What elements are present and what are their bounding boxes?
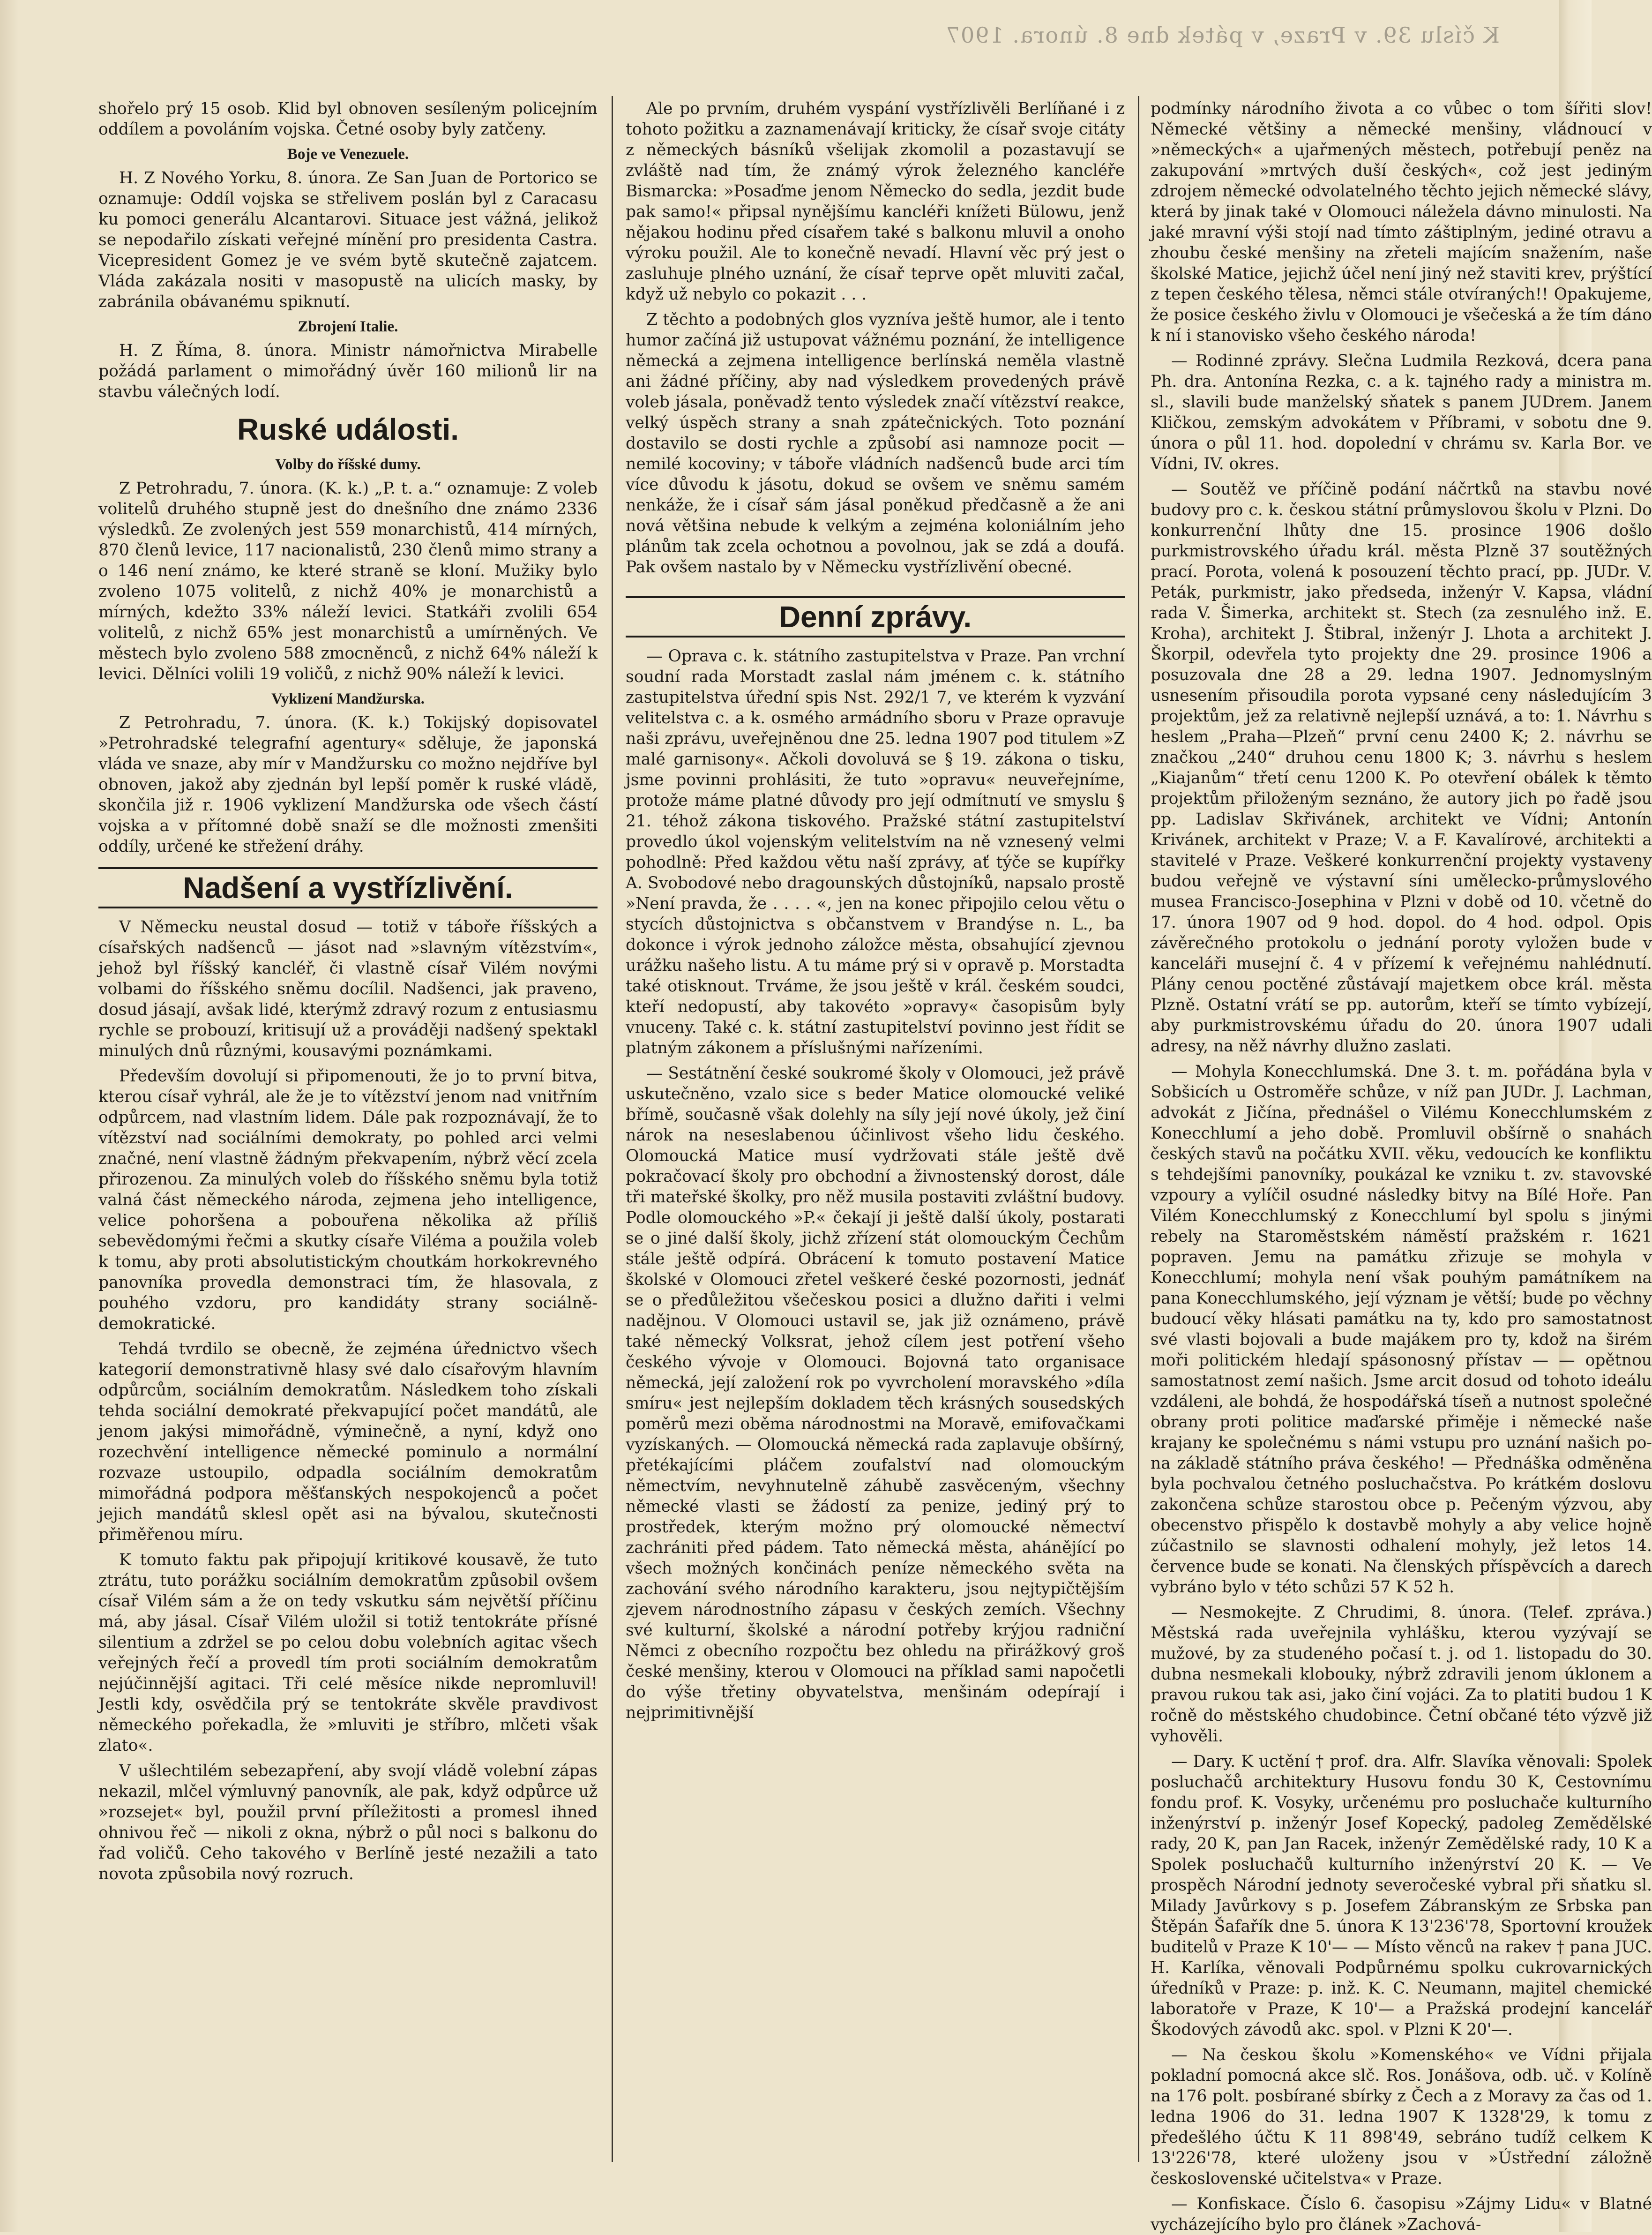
paragraph: — Dary. K uctění † prof. dra. Alfr. Slavíka věnovali: Spolek posluchačů architektury Husovu fondu 30 K, Cestovnímu fondu prof. K. Vosyky, určenému pro posluchače kulturního inženýrství p. inženýr Josef Kopecký, padoleg Zemědělské rady, 20 K, pan Jan Racek, inženýr Zemědělské rady, 10 K a Spolek posluchačů kulturního inženýrství 20 K. — Ve prospěch Národní jednoty severočeské vybral při sňatku sl. Milady Javůrkovy s p. Josefem Zábranským ze Srbska pan Štěpán Šafařík dne 5. února K 13'236'78, Sportovní kroužek buditelů v Praze K 10'— — Místo věnců na rakev † pana JUC. H. Karlíka, věnovali Podpůrnému spolku cukrovarnických úředníků v Praze: p. inž. K. C. Neumann, majitel chemické laboratoře v Praze, K 10'— a Pražská prodejní kancelář Škodových závodů akc. spol. v Plzni K 20'—. xyxy=(1151,1752,1652,2039)
column-rule xyxy=(1138,96,1139,2162)
subheading: Volby do říšské dumy. xyxy=(275,456,421,473)
paragraph: shořelo prý 15 osob. Klid byl obnoven sesíleným policejním oddílem a povoláním vojska. Četné osoby byly zatčeny. xyxy=(98,99,598,139)
paragraph: Ale po prvním, druhém vyspání vystřízlivěli Berlíňané i z tohoto požitku a zaznamenávají kriticky, že císař svoje citáty z německých básníků všelijak zkomolil a pozastavují se zvláště nad tím, že známý výrok železného kancléře Bismarcka: »Posaďme jenom Německo do sedla, jezdit bude pak samo!« připsal nynějšímu kancléři knížeti Bülowu, jenž nějakou hodinu před císařem také s balkonu mluvil a onoho výroku použil. Ale to konečně nevadí. Hlavní věc prý jest o zasluhuje plného uznání, že císař teprve opět mluviti začal, když už nebylo co pokazit . . . xyxy=(626,99,1125,304)
paragraph: H. Z Říma, 8. února. Ministr námořnictva Mirabelle požádá parlament o mimořádný úvěr 160 milionů lir na stavbu válečných lodí. xyxy=(98,341,598,401)
paragraph: — Na českou školu »Komenského« ve Vídni přijala pokladní pomocná akce slč. Ros. Jonášova, odb. uč. v Kolíně na 176 polt. posbírané sbírky z Čech a z Moravy za čas od 1. ledna 1906 do 31. ledna 1907 K 1328'29, k tomu z předešlého účtu K 11 898'49, sebráno tudíž celkem K 13'226'78, které uloženy jsou v »Ústřední záložně československé učitelstva« v Praze. xyxy=(1151,2046,1652,2188)
paragraph: — Mohyla Konecchlumská. Dne 3. t. m. pořádána byla v Sobšicích u Ostroměře schůze, v níž pan JUDr. J. Lachman, advokát z Jičína, přednášel o Vilému Konecchlumském z Konecchlumí a jeho době. Promluvil obšírně o snahách českých stavů na počátku XVII. věku, vedoucích ke konfliktu s tehdejšími panovníky, poukázal ke vzniku t. zv. stavovské vzpoury a vylíčil osudné následky bitvy na Bílé Hoře. Pan Vilém Konecchlumský z Konecchlumí byl spolu s jinými rebely na Staroměstském náměstí pražském r. 1621 popraven. Jemu na památku zřizuje se mohyla v Konecchlumí; mohyla není však pouhým památníkem na pana Konecchlumského, její význam je větší; bude po věchny budoucí věky hlásati památku na ty, kdo pro samostatnost své vlasti bojovali a bude majákem pro ty, kdož na širém moři politickém hledají spásonosný přístav — — opětnou samostatnost zemí našich. Jsme arcit dosud od tohoto ideálu vzdáleni, ale bohdá, že hospodářská tíseň a nutnost společné obrany proti politice maďarské přiměje i německé naše krajany ke společnému s námi vstupu pro uznání našich po- na základě státního práva českého! — Přednáška odměněna byla pochvalou četného posluchačstva. Po krátkém doslovu zakončena schůze starostou obce p. Pečeným výzvou, aby obecenstvo přispělo k dostavbě mohyly a aby velice hojně zúčastnilo se slavnosti odhalení mohyly, jež letos 14. července bude se konati. Na členských příspěvcích a darech vybráno bylo v této schůzi 57 K 52 h. xyxy=(1151,1062,1652,1597)
paragraph: H. Z Nového Yorku, 8. února. Ze San Juan de Portorico se oznamuje: Oddíl vojska se střelivem poslán byl z Caracasu ku pomoci generálu Alcantarovi. Situace jest vážná, jelikož se nepodařilo získati veřejné mínění pro presidenta Castra. Vicepresident Gomez je ve svém bytě skutečně zajatcem. Vláda zakázala nositi v masopustě na ulicích masky, by zabránila obávanému spiknutí. xyxy=(98,169,598,311)
paragraph: Tehdá tvrdilo se obecně, že zejména úřednictvo všech kategorií demonstrativně hlasy své dalo císařovým hlavním odpůrcům, sociálním demokratům. Následkem toho získali tehda sociální demokraté překvapující počet mandátů, ale jenom jakýsi mimořádně, výminečně, a nyní, když ono rozechvění intelligence německé pominulo a normální rozvaze ustoupilo, odpadla sociálním demokratům mimořádná podpora měšťanských nespokojenců a počet jejich mandátů sklesl opět asi na bývalou, skutečnosti přiměřenou míru. xyxy=(98,1340,598,1544)
paragraph: — Oprava c. k. státního zastupitelstva v Praze. Pan vrchní soudní rada Morstadt zaslal nám jménem c. k. státního zastupitelstva úřední spis Nst. 292/1 7, ve kterém k vyzvání velitelstva c. a k. osmého armádního sboru v Praze opravuje naši zprávu, uveřejněnou dne 25. ledna 1907 pod titulem »Z malé garnisony«. Ačkoli dovoluvá se § 19. zákona o tisku, jsme povinni prohlásiti, že tuto »opravu« neuveřejníme, protože máme platné důvody pro její odmítnutí ve smyslu § 21. téhož zákona tiskového. Pražské státní zastupitelství provedlo úkol vojenským velitelstvím na ně vznesený velmi pohodlně: Před každou větu naší zprávy, ať týče se kupířky A. Svobodové nebo dragounských důstojníků, napsalo prostě »Není pravda, že . . . . «, jen na konec připojilo celou větu o stycích důstojnictva s občanstvem v Brandýse n. L., ba dokonce i výrok jednoho záložce města, obsahující zjevnou urážku našeho listu. A tu máme prý si v opravě p. Morstadta také otisknout. Trváme, že jsou ještě v král. českém soudci, kteří nedopustí, aby takovéto »opravy« časopisům byly vnuceny. Také c. k. státní zastupitelství povinno jest řídit se platným zákonem a příslušnými nařízeními. xyxy=(626,647,1125,1058)
column-2 xyxy=(626,98,1125,2162)
paragraph: Především dovolují si připomenouti, že jo to první bitva, kterou císař vyhrál, ale že je to vítězství jenom nad vnitřním odpůrcem, nad vlastním lidem. Dále pak rozpoznávají, že to vítězství nad sociálními demokraty, po pohled arci velmi značné, není vlastně žádným překvapením, nýbrž věcí zcela přirozenou. Za minulých voleb do říšského sněmu byla totiž valná část německého národa, zejmena jeho intelligence, velice pohoršena a pobouřena několika až příliš sebevědomými řečmi a skutky císaře Viléma a použila voleb k tomu, aby proti absolutistickým choutkám horkokrevného panovníka provedla demonstraci tím, že hlasovala, z pouhého vzdoru, pro kandidáty strany sociálně-demokratické. xyxy=(98,1067,598,1333)
running-head: K číslu 39. v Praze, v pátek dne 8. února. 1907 xyxy=(945,22,1500,48)
page-header xyxy=(122,9,1507,80)
paragraph: — Rodinné zprávy. Slečna Ludmila Rezková, dcera pana Ph. dra. Antonína Rezka, c. a k. tajného rady a ministra m. sl., slavili bude manželský sňatek s panem JUDrem. Janem Kličkou, zemským advokátem v Příbrami, v sobotu dne 9. února o půl 11. hod. dopolední v chrámu sv. Karla Bor. ve Vídni, IV. okres. xyxy=(1151,352,1652,473)
section-heading: Ruské události. xyxy=(237,412,459,446)
section-heading: Denní zprávy. xyxy=(626,596,1125,638)
column-rule xyxy=(612,96,613,2162)
paragraph: Z Petrohradu, 7. února. (K. k.) „P. t. a.“ oznamuje: Z voleb volitelů druhého stupně jest do dnešního dne známo 2336 výsledků. Ze zvolených jest 559 monarchistů, 414 mírných, 870 členů levice, 117 nacionalistů, 230 členů mimo strany a o 146 není známo, ke které straně se kloní. Mužiky bylo zvoleno 1075 volitelů, z nichž 40% je monarchistů a mírných, kdežto 33% náleží levici. Statkáři zvolili 654 volitelů, z nichž 65% jest monarchistů a umírněných. Ve městech bylo zvoleno 588 zmocněnců, z nichž 64% náleží k levici. Dělníci volili 19 voličů, z nichž 90% náleží k levici. xyxy=(98,479,598,683)
column-1 xyxy=(98,98,598,2162)
paragraph: podmínky národního života a co vůbec o tom šířiti slov! Německé většiny a německé menšiny, vládnoucí v »německých« a ujařmených městech, potřebují peněz na zakupování »mrtvých duší českých«, což jest jediným zdrojem německé odvolatelného těchto jejich německé slávy, která by jinak také v Olomouci náležela dávno minulosti. Na jaké mravní výši stojí nad tímto záštiplným, jediné otravu a zhoubu české menšiny na zřeteli majícím snažením, naše školské Matice, jejichž účel není jiný než staviti krev, prýštící z tepen českého tělesa, němci stále otvíraných!! Opakujeme, že posice českého živlu v Olomouci je všečeská a že tím dáno k ní i stanovisko všeho českého národa! xyxy=(1151,99,1652,345)
paragraph: — Sestátnění české soukromé školy v Olomouci, jež právě uskutečněno, vzalo sice s beder Matice olomoucké veliké břímě, současně však dolehly na síly její nové úkoly, jež činí nárok na neseslabenou účinlivost všeho lidu českého. Olomoucká Matice musí vydržovati stále ještě dvě pokračovací školy pro obchodní a živnostenský dorost, dále tři mateřské školky, pro něž musila postaviti zvláštní budovy. Podle olomouckého »P.« čekají ji ještě další úkoly, postarati se o jiné další školy, jichž zřízení stát olomouckým Čechům stále ještě odpírá. Obrácení k tomuto postavení Matice školské v Olomouci zřetel veškeré české pozornosti, jednáť se o předůležitou všečeskou posici a dlužno dařiti i velmi nadějnou. V Olomouci ustavil se, jak již oznámeno, právě také německý Volksrat, jehož cílem jest potření všeho českého vývoje v Olomouci. Bojovná tato organisace německá, její založení rok po vyvrcholení moravského »díla smíru« jest nejlepším dokladem těch krásných sousedských poměrů mezi oběma národnostmi na Moravě, emifovačkami vyzískaných. — Olomoucká německá rada zaplavuje obšírný, přetékajícími pláčem zoufalství nad olomouckým němectvím, nevyhnutelně záhubě zasvěceným, všechny německé vlasti se žádostí za penize, jediný prý to prostředek, kterým možno prý olomoucké němectví zachrániti před pádem. Tato německá města, ahánějící po všech možných končinách peníze německého světa na zachování svého národního karakteru, jsou nejtypičtějším zjevem národnostního zápasu v českých zemích. Všechny své kulturní, školské a národní potřeby krýjou radniční Němci z obecního rozpočtu bez ohledu na přirážkový groš české menšiny, kterou v Olomouci na příklad sami napočetli do výše třetiny obyvatelstva, menšinám odepírají i nejprimitivnější xyxy=(626,1064,1125,1722)
paragraph: V ušlechtilém sebezapření, aby svojí vládě volební zápas nekazil, mlčel výmluvný panovník, ale pak, když odpůrce už »rozsejet« byl, použil první příležitosti a promesl ihned ohnivou řeč — nikoli z okna, nýbrž o půl noci s balkonu do řad voličů. Ceho takového v Berlíně jesté nezažili a tato novota způsobila nový rozruch. xyxy=(98,1762,598,1883)
paragraph: — Nesmokejte. Z Chrudimi, 8. února. (Telef. zpráva.) Městská rada uveřejnila vyhlášku, kterou vyzývají se mužové, by za studeného počasí t. j. od 1. listopadu do 30. dubna nesmekali klobouky, nýbrž zdravili jenom úklonem a pravou rukou tak asi, jako činí vojáci. Za to platiti budou 1 K ročně do městského chudobince. Četní občané této výzvě již vyhověli. xyxy=(1151,1603,1652,1746)
paragraph: V Německu neustal dosud — totiž v táboře říšských a císařských nadšenců — jásot nad »slavným vítězstvím«, jehož byl říšský kancléř, či vlastně císař Vilém novými volbami do říšského sněmu docílil. Nadšenci, jak praveno, dosud jásají, avšak lidé, kterýmž zdravý rozum z entusiasmu rychle se probouzí, kritisují už a prováději nadšený spektakl minulých dnů různými, kousavými poznámkami. xyxy=(98,918,598,1060)
subheading: Vyklizení Mandžurska. xyxy=(271,690,425,707)
subheading: Zbrojení Italie. xyxy=(298,318,398,335)
paragraph: K tomuto faktu pak připojují kritikové kousavě, že tuto ztrátu, tuto porážku sociálním demokratům způsobil ovšem císař Vilém sám a že on tedy vskutku sám největší příčinu má, aby jásal. Císař Vilém uložil si totiž tentokráte přísné silentium a zdržel se po celou dobu volebních agitac všech veřejných řečí a provedl tím proti sociálním demokratům nejúčinnější agitaci. Tři celé měsíce nikde nepromluvil! Jestli kdy, osvědčila prý se tentokráte skvěle pravdivost německého pořekadla, že »mluviti je stříbro, mlčeti však zlato«. xyxy=(98,1551,598,1755)
paragraph: — Konfiskace. Číslo 6. časopisu »Zájmy Lidu« v Blatné vycházejícího bylo pro článek »Zachová- xyxy=(1151,2195,1652,2234)
scan-left-margin xyxy=(0,0,19,2232)
column-3 xyxy=(1151,98,1652,2234)
paragraph: — Soutěž ve příčině podání náčrtků na stavbu nové budovy pro c. k. českou státní průmyslovou školu v Plzni. Do konkurrenční lhůty dne 15. prosince 1906 došlo purkmistrovského úřadu král. města Plzně 37 soutěžných prací. Porota, volená k posouzení těchto prací, pp. JUDr. V. Peták, purkmistr, jako předseda, inženýr V. Kapsa, vládní rada V. Šimerka, architekt st. Stech (za zesnulého inž. E. Kroha), architekt J. Štibral, inženýr J. Lhota a architekt J. Škorpil, odevřela tyto projekty dne 29. prosince 1906 a posuzovala dne 28 a 29. ledna 1907. Jednomyslným usnesením přisoudila porota vypsané ceny následujícím 3 projektům, jež za relativně nejlepší uznává, a to: 1. Návrhu s heslem „Praha—Plzeň“ první cenu 2400 K; 2. návrhu se značkou „240“ druhou cenu 1800 K; 3. návrhu s heslem „Kiajanům“ třetí cenu 1200 K. Po otevření obálek k těmto projektům přiloženým seznáno, že autory jich po řadě jsou pp. Ladislav Skřivánek, architekt ve Vídni; Antonín Krivánek, architekt v Praze; V. a F. Kavalírové, architekti a stavitelé v Praze. Veškeré konkurrenční projekty vystaveny budou veřejně ve výstavní síni umělecko-průmyslového musea Francisco-Josephina v Plzni v době od 10. včetně do 17. února 1907 od 9 hod. dopol. do 4 hod. odpol. Opis závěrečného protokolu o jednání poroty vyložen bude v kanceláři musejní č. 4 v přízemí k veřejnému nahlédnutí. Plány cenou poctěné zůstávají majetkem obce král. města Plzně. Ostatní vrátí se pp. autorům, kteří se tímto vybízejí, aby purkmistrovskému úřadu do 20. února 1907 udali adresy, na něž návrhy dlužno zaslati. xyxy=(1151,480,1652,1056)
subheading: Boje ve Venezuele. xyxy=(287,146,409,163)
paragraph: Z těchto a podobných glos vyzníva ještě humor, ale i tento humor začíná již ustupovat vážnému poznání, že intelligence německá a zejmena intelligence berlínská neměla vlastně ani žádné příčiny, aby nad výsledkem provedených právě voleb jásala, poněvadž tento výsledek značí vítězství reakce, velký úspěch strany a snah zpátečnických. Toto poznání dostavilo se dosti rychle a způsobí asi namnoze pocit — nemilé kocoviny; v táboře vládních nadšenců bude arci tím více důvodu k jásotu, dokud se ovšem ve sněmu samém nenkáže, že i císař sám jásal poněkud předčasně a že ani nová většina nebude k velkým a zejména koloniálním jeho plánům tak zcela ochotnou a povolnou, jak se zdá a doufá. Pak ovšem nastalo by v Německu vystřízlivění obecné. xyxy=(626,310,1125,577)
section-heading: Nadšení a vystřízlivění. xyxy=(98,867,598,908)
paragraph: Z Petrohradu, 7. února. (K. k.) Tokijský dopisovatel »Petrohradské telegrafní agentury« sděluje, že japonská vláda ve snaze, aby mír v Mandžursku co možno nejdříve byl obnoven, jakož aby zjednán byl lepší poměr k ruské vládě, skončila již r. 1906 vyklizení Mandžurska ode všech částí vojska a v přítomné době snaží se dle možnosti zmenšiti oddíly, určené ke střežení dráhy. xyxy=(98,713,598,856)
